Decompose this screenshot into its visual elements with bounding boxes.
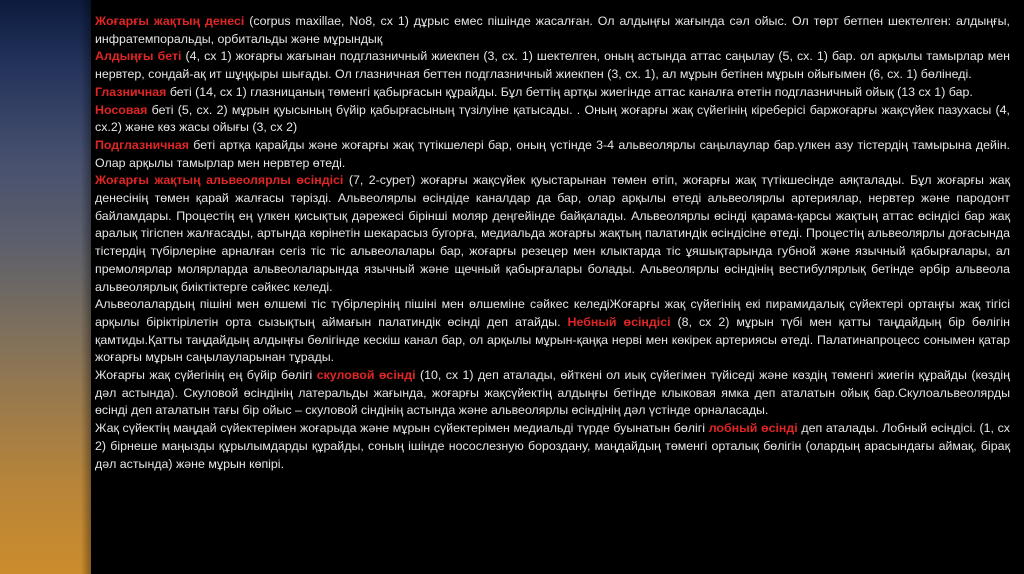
term-highlight: Алдыңғы беті (95, 49, 182, 64)
term-highlight: Подглазничная (95, 137, 190, 152)
paragraph-text: (7, 2-сурет) жоғарғы жақсүйек қуыстарынан төмен өтіп, жоғарғы жақ түтікшесінде аяқталады. Бұл жоғарғы жақ денесінің төмен қарай жалғасы тәрізді. Альвеолярлы өсіндіде каналдар да бар, олар арқылы өтеді альвеолярлы артериялар, нервтер және пародонт байламдары. Процестің ең үлкен қисықтық дәрежесі бірінші моляр деңгейінде байқалады. Альвеолярлы өсінді қарама-қарсы жақтың аттас өсіндісі бар жақ аралық тігіспен жалғасады, артында көрінетін шекарасыз бугорға, медиальда жоғарғы жақтың палатиндік өсіндісіне өтеді. Процестің альвеолярлы доғасында тістердің түбірлеріне арналған сегіз тіс тіс альвеолалары бар, жоғарғы резецер мен клыктарда тіс ұяшықтарында губной және язычный қабырғалары, ал премолярлар молярларда альвеолаларында язычный және щечный қабырғалары болады. Альвеолярлы өсіндінің вестибулярлық бетінде әрбір альвеола альвеолярлық биіктіктерге сәйкес келеді. (95, 173, 1010, 294)
paragraph-text: беті (14, сх 1) глазницаның төменгі қабырғасын құрайды. Бұл беттің артқы жиегінде аттас каналға өтетін подглазничный ойық (13 сх 1) бар. (166, 84, 973, 99)
paragraph-text: Жақ сүйектің маңдай сүйектерімен жоғарыда және мұрын сүйектерімен медиальді түрде буынатын бөлігі (95, 421, 709, 436)
term-highlight: Носовая (95, 102, 148, 117)
paragraph-text: (corpus maxillae, No8, сх 1) дұрыс емес пішінде жасалған. Ол алдыңғы жағында сәл ойыс. Ол төрт бетпен шектелген: алдыңғы, инфратемпоральды, орбитальды және мұрындық (95, 14, 1010, 46)
term-highlight: скуловой өсінді (316, 368, 416, 383)
paragraph-nasal-surface (95, 102, 1010, 137)
term-highlight: лобный өсінді (708, 421, 798, 436)
document-body (95, 13, 1010, 473)
term-highlight: Глазничная (95, 84, 167, 99)
term-highlight: Жоғарғы жақтың альвеолярлы өсіндісі (95, 173, 344, 188)
paragraph-palatine-process (95, 296, 1010, 367)
paragraph-text: (10, сх 1) деп аталады, өйткені ол иық сүйегімен түйіседі және көздің төменгі жиегін құрайды (көздің дәл астында). Скуловой өсіндінің латеральды жағында, жоғарғы жақсүйектің алдыңғы бетінде клыковая ямка деп аталатын ойық бар.Скулоальвеолярды өсінді деп аталатын тағы бір ойыс – скуловой сіндінің астында және альвеолярлы өсіндінің дәл үстінде орналасады. (95, 368, 1010, 418)
decorative-gradient-bar (0, 0, 91, 574)
paragraph-zygomatic-process (95, 367, 1010, 420)
term-highlight: Небный өсіндісі (567, 314, 671, 329)
paragraph-text: деп аталады. Лобный өсіндісі. (1, сх 2) бірнеше маңызды құрылымдарды құрайды, соның ішінде носослезную бороздану, маңдайдың төменгі орталық бөлігін (олардың арасындағы аймақ, бірақ дәл астында) және мұрын көпірі. (95, 421, 1010, 471)
paragraph-anterior-surface (95, 48, 1010, 83)
paragraph-text: Жоғарғы жақ сүйегінің ең бүйір бөлігі (95, 368, 317, 383)
paragraph-text: Альвеолалардың пішіні мен өлшемі тіс түбірлерінің пішіні мен өлшеміне сәйкес келедіЖоғарғы жақ сүйегінің екі пирамидалық сүйектері ортаңғы жақ тігісі арқылы біріктірілетін орта сызықтың аймағын палатиндік өсінді деп атайды. (95, 297, 1010, 329)
paragraph-text: беті (5, сх. 2) мұрын қуысының бүйір қабырғасының түзілуіне қатысады. . Оның жоғарғы жақ сүйегінің кіреберісі баржоғарғы жақсүйек пазухасы (4, сх.2) және көз жасы ойығы (3, сх 2) (95, 102, 1010, 135)
paragraph-infratemporal-surface (95, 137, 1010, 172)
paragraph-body-maxilla (95, 13, 1010, 48)
paragraph-frontal-process (95, 420, 1010, 473)
paragraph-text: (4, сх 1) жоғарғы жағынан подглазничный жиекпен (3, сх. 1) шектелген, оның астында аттас саңылау (5, сх. 1) бар. ол арқылы тамырлар мен нервтер, сондай-ақ ит шұңқыры шығады. Ол глазничная беттен подглазничный жиекпен (3, сх. 1), ал мұрын бетінен мұрын ойығымен (6, сх. 1) бөлінеді. (95, 49, 1011, 82)
paragraph-alveolar-process (95, 172, 1010, 296)
paragraph-text: (8, сх 2) мұрын түбі мен қатты таңдайдың бір бөлігін қамтиды.Қатты таңдайдың алдыңғы бөлігінде кескіш канал бар, ол арқылы мұрын-қаңқа нерві мен көкірек артериясы өтеді. Палатинапроцесс сонымен қатар жоғарғы мұрын саңылауларынан тұрады. (95, 314, 1011, 365)
paragraph-text: беті артқа қарайды және жоғарғы жақ түтікшелері бар, оның үстінде 3-4 альвеолярлы саңылаулар бар.үлкен азу тістердің тамырына дейін. Олар арқылы тамырлар мен нервтер өтеді. (95, 137, 1010, 170)
paragraph-orbital-surface (95, 84, 1010, 102)
term-highlight: Жоғарғы жақтың денесі (95, 14, 245, 28)
